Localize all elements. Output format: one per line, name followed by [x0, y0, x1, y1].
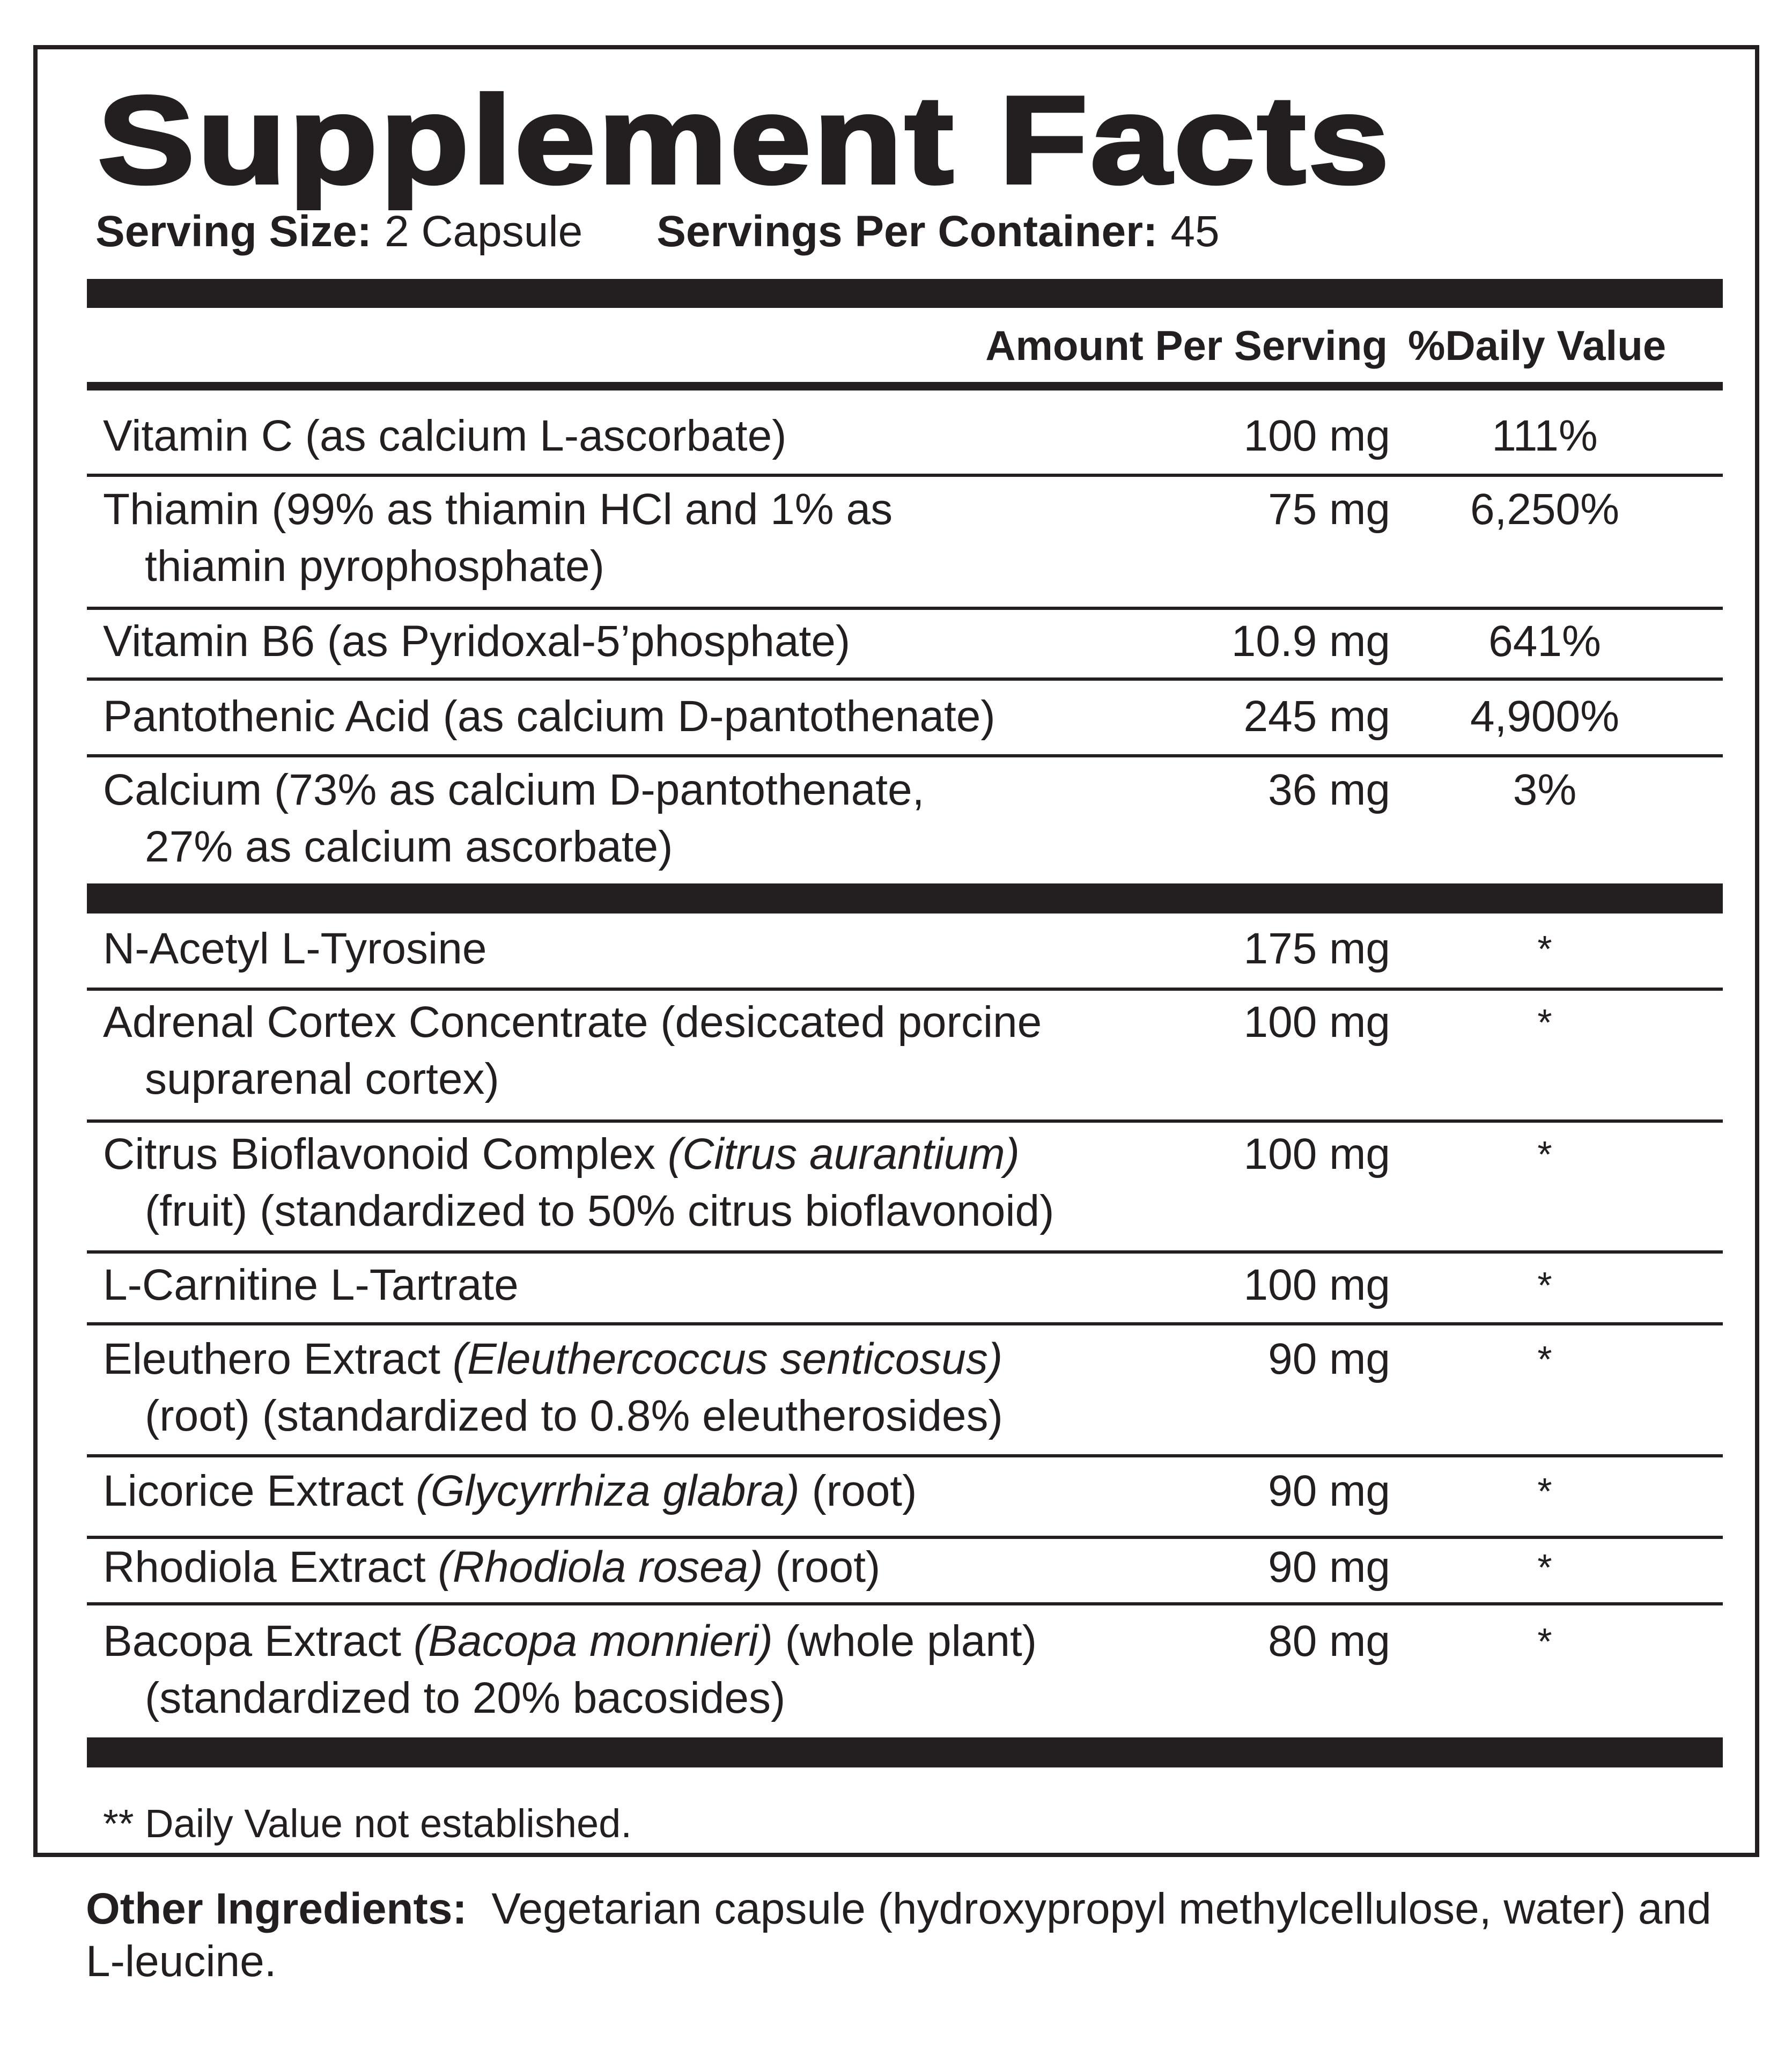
header-divider: [87, 382, 1723, 391]
row-divider: [87, 1119, 1723, 1123]
panel-title: Supplement Facts: [98, 71, 1392, 210]
ingredient-daily-value: *: [1537, 1470, 1552, 1512]
row-divider: [87, 1454, 1723, 1457]
servings-per-container-label: Servings Per Container:: [657, 207, 1158, 256]
thick-divider: [87, 883, 1723, 914]
ingredient-name: L-Carnitine L-Tartrate: [103, 1261, 519, 1309]
ingredient-amount: 175 mg: [1243, 924, 1390, 973]
thick-divider: [87, 1737, 1723, 1767]
thick-divider: [87, 279, 1723, 308]
nutrient-daily-value: 4,900%: [1470, 692, 1620, 741]
ingredient-name: Citrus Bioflavonoid Complex (Citrus aurantium) (fruit) (standardized to 50% citrus bioflavonoid): [103, 1130, 1054, 1235]
row-divider: [87, 1602, 1723, 1605]
row-divider: [87, 474, 1723, 477]
serving-size-value: 2 Capsule: [384, 207, 583, 256]
ingredient-amount: 80 mg: [1268, 1617, 1390, 1666]
daily-value-header: %Daily Value: [1408, 322, 1666, 369]
ingredient-daily-value: *: [1537, 1264, 1552, 1306]
row-divider: [87, 1322, 1723, 1325]
ingredient-daily-value: *: [1537, 1001, 1552, 1043]
ingredient-amount: 100 mg: [1243, 1130, 1390, 1178]
row-divider: [87, 677, 1723, 681]
ingredient-daily-value: *: [1537, 928, 1552, 970]
ingredient-name: Eleuthero Extract (Eleuthercoccus senticosus) (root) (standardized to 0.8% eleutherosides): [103, 1335, 1003, 1440]
supplement-facts-panel: [33, 45, 1759, 1857]
ingredient-name: Licorice Extract (Glycyrrhiza glabra) (root): [103, 1467, 917, 1515]
nutrient-name: Pantothenic Acid (as calcium D-pantothenate): [103, 692, 995, 741]
ingredient-amount: 100 mg: [1243, 1261, 1390, 1309]
ingredient-daily-value: *: [1537, 1546, 1552, 1588]
row-divider: [87, 754, 1723, 757]
other-ingredients-label: Other Ingredients:: [86, 1884, 467, 1933]
nutrient-daily-value: 641%: [1488, 617, 1601, 666]
servings-per-container-value: 45: [1170, 207, 1220, 256]
ingredient-name: N-Acetyl L-Tyrosine: [103, 924, 487, 973]
ingredient-name: Rhodiola Extract (Rhodiola rosea) (root): [103, 1543, 881, 1592]
ingredient-amount: 90 mg: [1268, 1543, 1390, 1592]
ingredient-amount: 100 mg: [1243, 998, 1390, 1047]
ingredient-name: Bacopa Extract (Bacopa monnieri) (whole plant) (standardized to 20% bacosides): [103, 1617, 1037, 1722]
nutrient-daily-value: 3%: [1513, 765, 1577, 814]
nutrient-name: Calcium (73% as calcium D-pantothenate, 27% as calcium ascorbate): [103, 765, 925, 871]
row-divider: [87, 607, 1723, 610]
ingredient-amount: 90 mg: [1268, 1335, 1390, 1383]
nutrient-amount: 10.9 mg: [1231, 617, 1390, 666]
ingredient-name: Adrenal Cortex Concentrate (desiccated porcine suprarenal cortex): [103, 998, 1042, 1103]
ingredient-daily-value: *: [1537, 1620, 1552, 1662]
nutrient-amount: 245 mg: [1243, 692, 1390, 741]
row-divider: [87, 988, 1723, 991]
daily-value-footnote: ** Daily Value not established.: [103, 1801, 632, 1846]
serving-info: [95, 205, 1220, 259]
nutrient-name: Vitamin B6 (as Pyridoxal-5’phosphate): [103, 617, 851, 666]
amount-per-serving-header: Amount Per Serving: [985, 322, 1388, 369]
serving-size-label: Serving Size:: [95, 207, 372, 256]
nutrient-name: Thiamin (99% as thiamin HCl and 1% as thiamin pyrophosphate): [103, 485, 893, 591]
nutrient-daily-value: 111%: [1492, 411, 1598, 460]
row-divider: [87, 1250, 1723, 1254]
nutrient-daily-value: 6,250%: [1470, 485, 1620, 534]
other-ingredients-text: Vegetarian capsule (hydroxypropyl methylcellulose, water) and L-leucine.: [86, 1884, 1712, 1986]
ingredient-daily-value: *: [1537, 1133, 1552, 1175]
nutrient-amount: 100 mg: [1243, 411, 1390, 460]
ingredient-daily-value: *: [1537, 1338, 1552, 1380]
ingredient-amount: 90 mg: [1268, 1467, 1390, 1515]
nutrient-amount: 36 mg: [1268, 765, 1390, 814]
other-ingredients: [86, 1883, 1727, 1988]
nutrient-amount: 75 mg: [1268, 485, 1390, 534]
nutrient-name: Vitamin C (as calcium L-ascorbate): [103, 411, 787, 460]
